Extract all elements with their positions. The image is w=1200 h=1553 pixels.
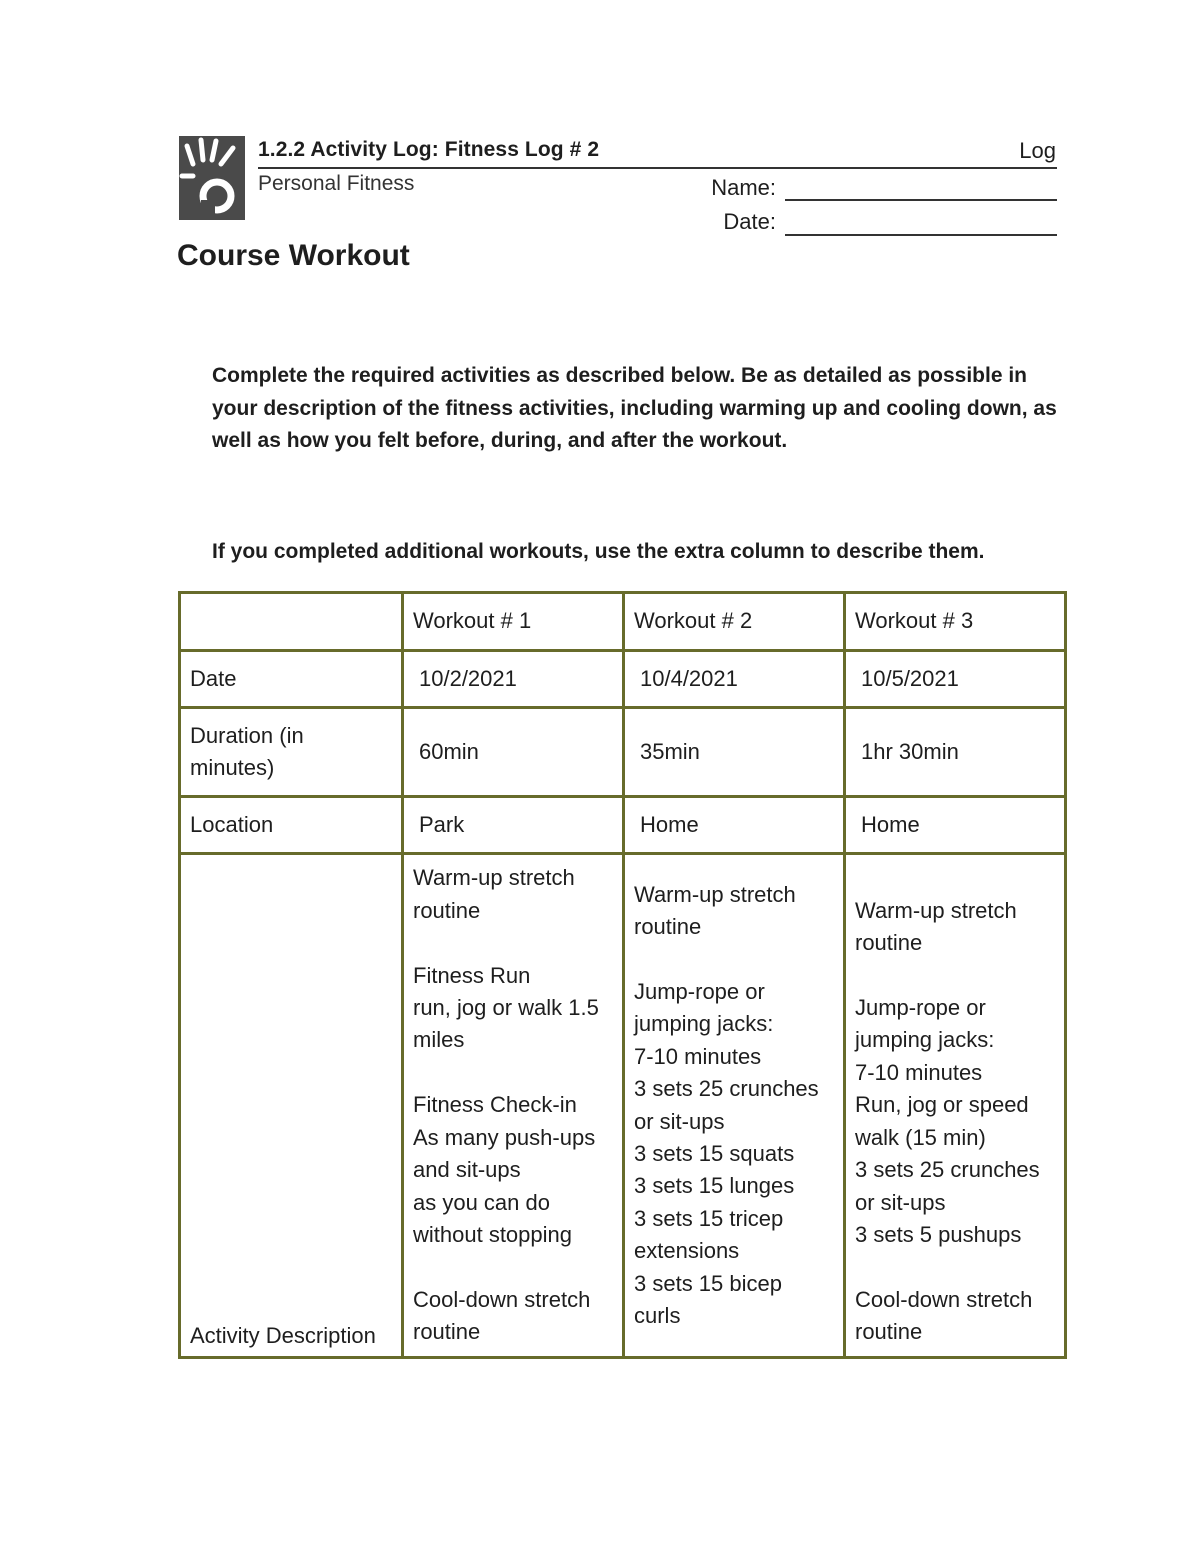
date-label: Date: xyxy=(723,209,776,234)
name-field[interactable] xyxy=(785,199,1057,201)
table-cell[interactable]: 35min xyxy=(624,708,845,797)
header-rule xyxy=(258,167,1057,169)
table-cell[interactable]: 1hr 30min xyxy=(845,708,1066,797)
header-cell-empty xyxy=(180,593,403,651)
row-label: Activity Description xyxy=(180,854,403,1358)
table-row-activity-description xyxy=(180,854,1066,1358)
table-cell[interactable]: 10/4/2021 xyxy=(624,651,845,708)
table-cell[interactable]: Warm-up stretch routine Jump-rope or jumping jacks: 7-10 minutes 3 sets 25 crunches or sit-ups 3 sets 15 squats 3 sets 15 lunges 3 sets 15 tricep extensions 3 sets 15 bicep curls xyxy=(624,854,845,1358)
course-subtitle: Personal Fitness xyxy=(258,172,415,195)
table-cell[interactable]: 60min xyxy=(403,708,624,797)
table-cell[interactable]: 10/2/2021 xyxy=(403,651,624,708)
header-cell-workout-1: Workout # 1 xyxy=(403,593,624,651)
row-label: Duration (in minutes) xyxy=(180,708,403,797)
fitness-log-table xyxy=(178,591,1067,1359)
table-row-date xyxy=(180,651,1066,708)
doc-type-label: Log xyxy=(1019,138,1056,163)
table-row-duration xyxy=(180,708,1066,797)
table-cell[interactable]: Park xyxy=(403,797,624,854)
table-cell[interactable]: Warm-up stretch routine Jump-rope or jumping jacks: 7-10 minutes Run, jog or speed walk (15 min) 3 sets 25 crunches or sit-ups 3 sets 5 pushups Cool-down stretch routine xyxy=(845,854,1066,1358)
logo-icon xyxy=(179,136,245,220)
activity-log-title: 1.2.2 Activity Log: Fitness Log # 2 xyxy=(258,138,600,161)
table-header-row xyxy=(180,593,1066,651)
name-label: Name: xyxy=(711,175,776,200)
table-cell[interactable]: 10/5/2021 xyxy=(845,651,1066,708)
extra-workouts-note: If you completed additional workouts, use the extra column to describe them. xyxy=(212,540,985,563)
instructions-paragraph: Complete the required activities as described below. Be as detailed as possible in your description of the fitness activities, including warming up and cooling down, as well as how you felt before, during, and after the workout. xyxy=(212,364,1057,452)
header-cell-workout-2: Workout # 2 xyxy=(624,593,845,651)
row-label: Date xyxy=(180,651,403,708)
table-cell[interactable]: Warm-up stretch routine Fitness Run run, jog or walk 1.5 miles Fitness Check-in As many push-ups and sit-ups as you can do without stopping Cool-down stretch routine xyxy=(403,854,624,1358)
row-label: Location xyxy=(180,797,403,854)
date-field[interactable] xyxy=(785,234,1057,236)
table-row-location xyxy=(180,797,1066,854)
page-title: Course Workout xyxy=(177,239,410,272)
header-cell-workout-3: Workout # 3 xyxy=(845,593,1066,651)
table-cell[interactable]: Home xyxy=(845,797,1066,854)
table-cell[interactable]: Home xyxy=(624,797,845,854)
